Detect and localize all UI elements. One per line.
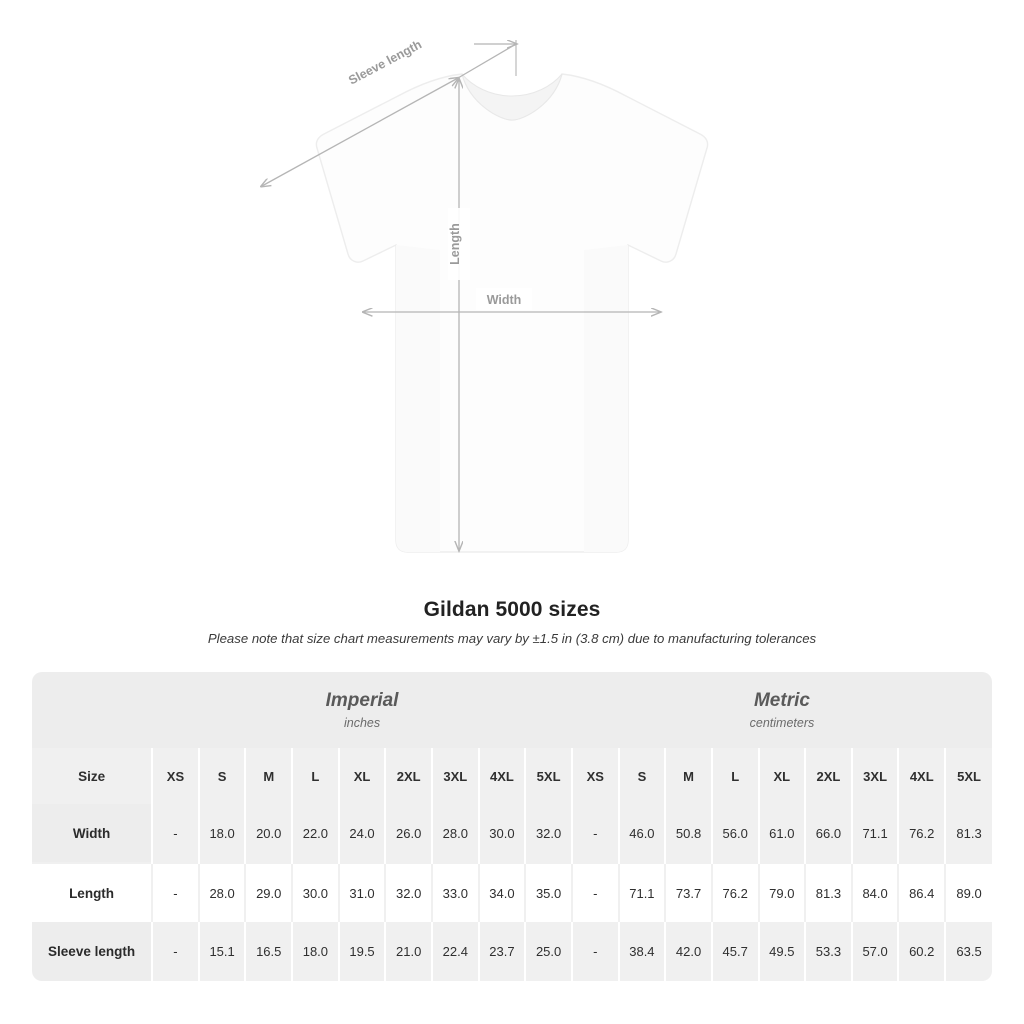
cell-sleeve-length-metric-l: 45.7 <box>712 922 759 981</box>
cell-width-metric-l: 56.0 <box>712 804 759 863</box>
system-unit: inches <box>343 715 381 730</box>
size-header-m-imperial: M <box>245 748 292 804</box>
cell-width-metric-s: 46.0 <box>619 804 666 863</box>
cell-length-metric-xs: - <box>572 863 619 922</box>
cell-length-metric-4xl: 86.4 <box>898 863 945 922</box>
row-label-length: Length <box>32 863 152 922</box>
size-header-xs-metric: XS <box>572 748 619 804</box>
cell-width-metric-xs: - <box>572 804 619 863</box>
system-group-imperial <box>152 672 572 748</box>
cell-length-imperial-l: 30.0 <box>292 863 339 922</box>
cell-length-metric-m: 73.7 <box>665 863 712 922</box>
cell-length-imperial-m: 29.0 <box>245 863 292 922</box>
cell-width-imperial-xl: 24.0 <box>339 804 386 863</box>
page-title: Gildan 5000 sizes <box>423 598 601 621</box>
size-header-5xl-metric: 5XL <box>945 748 992 804</box>
cell-sleeve-length-metric-2xl: 53.3 <box>805 922 852 981</box>
cell-sleeve-length-metric-4xl: 60.2 <box>898 922 945 981</box>
sleeve-length-label: Sleeve length <box>346 37 424 88</box>
cell-width-imperial-4xl: 30.0 <box>479 804 526 863</box>
size-header-xs-imperial: XS <box>152 748 199 804</box>
size-header-4xl-imperial: 4XL <box>479 748 526 804</box>
system-name: Imperial <box>325 690 399 712</box>
system-name: Metric <box>753 690 810 712</box>
cell-length-metric-5xl: 89.0 <box>945 863 992 922</box>
cell-width-imperial-2xl: 26.0 <box>385 804 432 863</box>
cell-width-metric-2xl: 66.0 <box>805 804 852 863</box>
size-table <box>32 672 992 981</box>
cell-length-metric-2xl: 81.3 <box>805 863 852 922</box>
cell-width-metric-xl: 61.0 <box>759 804 806 863</box>
cell-width-imperial-m: 20.0 <box>245 804 292 863</box>
cell-length-imperial-s: 28.0 <box>199 863 246 922</box>
cell-width-metric-5xl: 81.3 <box>945 804 992 863</box>
cell-length-metric-s: 71.1 <box>619 863 666 922</box>
size-header-label: Size <box>32 748 152 804</box>
cell-sleeve-length-metric-3xl: 57.0 <box>852 922 899 981</box>
cell-sleeve-length-metric-s: 38.4 <box>619 922 666 981</box>
cell-width-metric-3xl: 71.1 <box>852 804 899 863</box>
cell-sleeve-length-imperial-xl: 19.5 <box>339 922 386 981</box>
size-header-xl-imperial: XL <box>339 748 386 804</box>
cell-width-imperial-xs: - <box>152 804 199 863</box>
system-unit: centimeters <box>749 715 815 730</box>
cell-length-metric-3xl: 84.0 <box>852 863 899 922</box>
system-header-row <box>32 672 992 748</box>
table-corner-cell <box>32 672 152 748</box>
size-header-3xl-metric: 3XL <box>852 748 899 804</box>
row-label-sleeve-length: Sleeve length <box>32 922 152 981</box>
cell-length-metric-l: 76.2 <box>712 863 759 922</box>
cell-length-imperial-5xl: 35.0 <box>525 863 572 922</box>
tshirt-shape <box>316 74 707 552</box>
size-header-m-metric: M <box>665 748 712 804</box>
row-label-width: Width <box>32 804 152 863</box>
cell-sleeve-length-imperial-s: 15.1 <box>199 922 246 981</box>
cell-length-imperial-xl: 31.0 <box>339 863 386 922</box>
title-block <box>0 598 1024 646</box>
table-row <box>32 863 992 922</box>
cell-sleeve-length-imperial-xs: - <box>152 922 199 981</box>
width-label: Width <box>486 293 522 307</box>
cell-sleeve-length-imperial-3xl: 22.4 <box>432 922 479 981</box>
cell-sleeve-length-imperial-2xl: 21.0 <box>385 922 432 981</box>
cell-length-imperial-3xl: 33.0 <box>432 863 479 922</box>
system-group-metric <box>572 672 992 748</box>
cell-width-imperial-l: 22.0 <box>292 804 339 863</box>
size-table-wrapper <box>32 672 992 981</box>
cell-length-imperial-2xl: 32.0 <box>385 863 432 922</box>
size-header-2xl-metric: 2XL <box>805 748 852 804</box>
cell-sleeve-length-metric-5xl: 63.5 <box>945 922 992 981</box>
size-header-3xl-imperial: 3XL <box>432 748 479 804</box>
cell-sleeve-length-imperial-m: 16.5 <box>245 922 292 981</box>
measurement-note: Please note that size chart measurements may vary by ±1.5 in (3.8 cm) due to manufacturing tolerances <box>207 631 817 646</box>
cell-sleeve-length-imperial-l: 18.0 <box>292 922 339 981</box>
cell-length-imperial-4xl: 34.0 <box>479 863 526 922</box>
cell-width-metric-m: 50.8 <box>665 804 712 863</box>
cell-length-metric-xl: 79.0 <box>759 863 806 922</box>
size-header-s-imperial: S <box>199 748 246 804</box>
cell-sleeve-length-metric-xl: 49.5 <box>759 922 806 981</box>
cell-width-imperial-5xl: 32.0 <box>525 804 572 863</box>
cell-width-metric-4xl: 76.2 <box>898 804 945 863</box>
cell-sleeve-length-metric-xs: - <box>572 922 619 981</box>
cell-sleeve-length-metric-m: 42.0 <box>665 922 712 981</box>
cell-width-imperial-s: 18.0 <box>199 804 246 863</box>
size-header-s-metric: S <box>619 748 666 804</box>
table-row <box>32 922 992 981</box>
size-header-5xl-imperial: 5XL <box>525 748 572 804</box>
table-row <box>32 804 992 863</box>
length-label: Length <box>448 223 462 265</box>
cell-width-imperial-3xl: 28.0 <box>432 804 479 863</box>
size-header-l-imperial: L <box>292 748 339 804</box>
size-header-xl-metric: XL <box>759 748 806 804</box>
size-header-4xl-metric: 4XL <box>898 748 945 804</box>
size-header-2xl-imperial: 2XL <box>385 748 432 804</box>
cell-length-imperial-xs: - <box>152 863 199 922</box>
cell-sleeve-length-imperial-4xl: 23.7 <box>479 922 526 981</box>
cell-sleeve-length-imperial-5xl: 25.0 <box>525 922 572 981</box>
size-header-row <box>32 748 992 804</box>
size-header-l-metric: L <box>712 748 759 804</box>
